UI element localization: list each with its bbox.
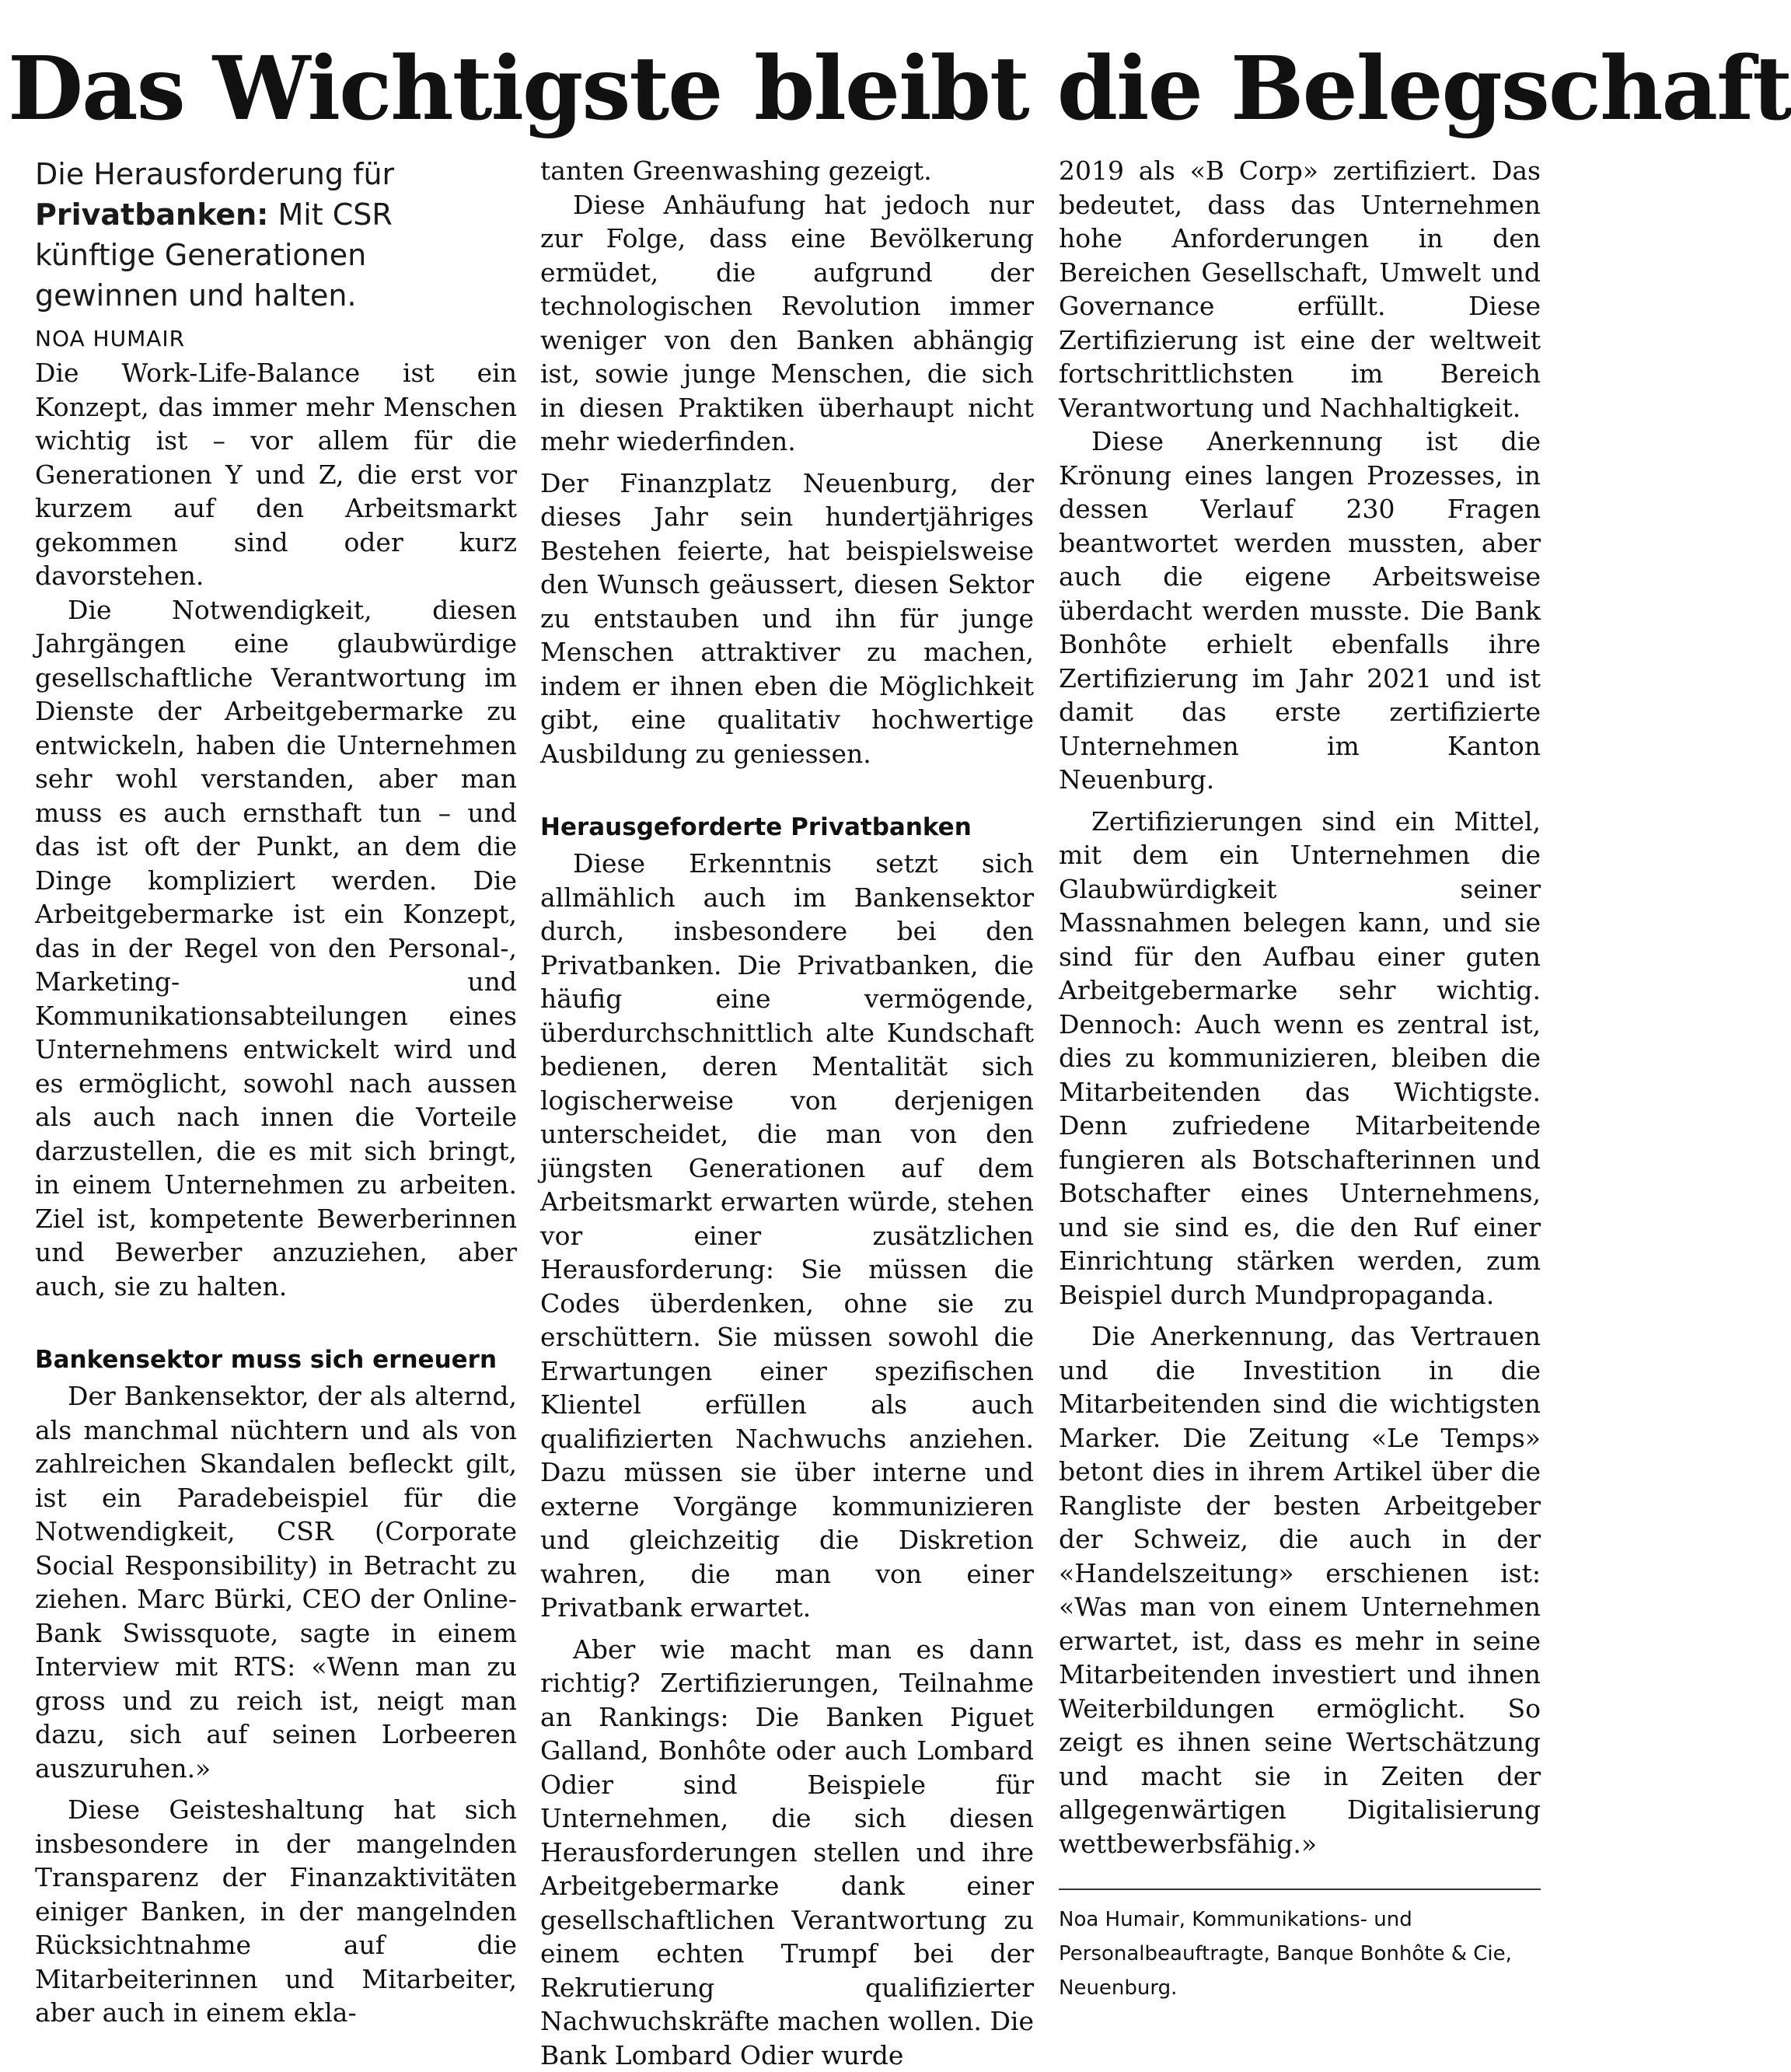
headline-part-1: Das Wichtigste: [8, 31, 721, 148]
paragraph: Zertifizierungen sind ein Mittel, mit dem ein Unternehmen die Glaubwürdigkeit seiner Massnahmen belegen kann, und sie sind für den Aufbau einer guten Arbeitgebermarke sehr wichtig. Dennoch: Auch wenn es zentral ist, dies zu kommunizieren, bleiben die Mitarbeitenden das Wichtigste. Denn zufriedene Mitarbeitende fungieren als Botschafterinnen und Botschafter eines Unternehmens, und sie sind es, die den Ruf einer Einrichtung stärken werden, zum Beispiel durch Mundpropaganda.: [1059, 805, 1541, 1312]
headline: [0, 31, 1597, 148]
lead-text: [35, 154, 517, 316]
subheading: Bankensektor muss sich erneuern: [35, 1343, 517, 1376]
paragraph: 2019 als «B Corp» zertifiziert. Das bedeutet, dass das Unternehmen hohe Anforderungen in den Bereichen Gesellschaft, Umwelt und Governance erfüllt. Diese Zertifizierung ist eine der weltweit fortschrittlichsten im Bereich Verantwortung und Nachhaltigkeit.: [1059, 154, 1541, 425]
subheading: Herausgeforderte Privatbanken: [540, 811, 1034, 844]
paragraph: Diese Erkenntnis setzt sich allmählich auch im Bankensektor durch, insbesondere bei den Privatbanken. Die Privatbanken, die häufig eine vermögende, überdurchschnittlich alte Kundschaft bedienen, deren Mentalität sich logischerweise von derjenigen unterscheidet, die man von den jüngsten Generationen auf dem Arbeitsmarkt erwarten würde, stehen vor einer zusätzlichen Herausforderung: Sie müssen die Codes überdenken, ohne sie zu erschüttern. Sie müssen sowohl die Erwartungen einer spezifischen Klientel erfüllen als auch qualifizierten Nachwuchs anziehen. Dazu müssen sie über interne und externe Vorgänge kommunizieren und gleichzeitig die Diskretion wahren, die man von einer Privatbank erwartet.: [540, 847, 1034, 1625]
paragraph: Aber wie macht man es dann richtig? Zertifizierungen, Teilnahme an Rankings: Die Banken Piguet Galland, Bonhôte oder auch Lombard Odier sind Beispiele für Unternehmen, die sich diesen Herausforderungen stellen und ihre Arbeitgebermarke dank einer gesellschaftlichen Verantwortung zu einem echten Trumpf bei der Rekrutierung qualifizierter Nachwuchskräfte machen wollen. Die Bank Lombard Odier wurde: [540, 1633, 1034, 2072]
paragraph: tanten Greenwashing gezeigt.: [540, 154, 1034, 188]
author-byline: NOA HUMAIR: [35, 323, 517, 355]
paragraph: Der Finanzplatz Neuenburg, der dieses Jahr sein hundertjähriges Bestehen feierte, hat beispielsweise den Wunsch geäussert, diesen Sektor zu entstauben und ihn für junge Menschen attraktiver zu machen, indem er ihnen eben die Möglichkeit gibt, eine qualitativ hochwertige Ausbildung zu geniessen.: [540, 466, 1034, 771]
paragraph: Diese Anerkennung ist die Krönung eines langen Prozesses, in dessen Verlauf 230 Fragen beantwortet werden mussten, aber auch die eigene Arbeitsweise überdacht werden musste. Die Bank Bonhôte erhielt ebenfalls ihre Zertifizierung im Jahr 2021 und ist damit das erste zertifizierte Unternehmen im Kanton Neuenburg.: [1059, 425, 1541, 797]
paragraph: Der Bankensektor, der als alternd, als manchmal nüchtern und als von zahlreichen Skandalen befleckt gilt, ist ein Paradebeispiel für die Notwendigkeit, CSR (Corporate Social Responsibility) in Betracht zu ziehen. Marc Bürki, CEO der Online-Bank Swissquote, sagte in einem Interview mit RTS: «Wenn man zu gross und zu reich ist, neigt man dazu, sich auf seinen Lorbeeren auszuruhen.»: [35, 1379, 517, 1785]
divider: [1059, 1889, 1541, 1890]
paragraph: Diese Anhäufung hat jedoch nur zur Folge, dass eine Bevölkerung ermüdet, die aufgrund der technologischen Revolution immer weniger von den Banken abhängig ist, sowie junge Menschen, die sich in diesen Praktiken überhaupt nicht mehr wiederfinden.: [540, 188, 1034, 459]
paragraph: Die Work-Life-Balance ist ein Konzept, das immer mehr Menschen wichtig ist – vor allem für die Generationen Y und Z, die erst vor kurzem auf den Arbeitsmarkt gekommen sind oder kurz davorstehen.: [35, 356, 517, 593]
author-bio: Noa Humair, Kommunikations- und Personalbeauftragte, Banque Bonhôte & Cie, Neuenburg.: [1059, 1903, 1541, 2005]
lead-rest: Mit CSR künftige Generationen gewinnen und halten.: [35, 197, 393, 313]
headline-part-2: bleibt die Belegschaft: [754, 31, 1791, 148]
paragraph: Die Anerkennung, das Vertrauen und die Investition in die Mitarbeitenden sind die wichtigsten Marker. Die Zeitung «Le Temps» betont dies in ihrem Artikel über die Rangliste der besten Arbeitgeber der Schweiz, die auch in der «Handelszeitung» erschienen ist: «Was man von einem Unternehmen erwartet, ist, dass es mehr in seine Mitarbeitenden investiert und ihnen Weiterbildungen ermöglicht. So zeigt es ihnen seine Wertschätzung und macht sie in Zeiten der allgegenwärtigen Digitalisierung wettbewerbsfähig.»: [1059, 1319, 1541, 1861]
column-1: [35, 154, 517, 2030]
lead-intro: Die Herausforderung für: [35, 157, 394, 191]
lead-bold: Privatbanken:: [35, 197, 268, 232]
column-2: [540, 154, 1034, 2072]
column-3: [1059, 154, 1541, 2005]
paragraph: Diese Geisteshaltung hat sich insbesondere in der mangelnden Transparenz der Finanzaktivitäten einiger Banken, in der mangelnden Rücksichtnahme auf die Mitarbeiterinnen und Mitarbeiter, aber auch in einem ekla-: [35, 1793, 517, 2030]
paragraph: Die Notwendigkeit, diesen Jahrgängen eine glaubwürdige gesellschaftliche Verantwortung im Dienste der Arbeitgebermarke zu entwickeln, haben die Unternehmen sehr wohl verstanden, aber man muss es auch ernsthaft tun – und das ist oft der Punkt, an dem die Dinge kompliziert werden. Die Arbeitgebermarke ist ein Konzept, das in der Regel von den Personal-, Marketing- und Kommunikationsabteilungen eines Unternehmens entwickelt wird und es ermöglicht, sowohl nach aussen als auch nach innen die Vorteile darzustellen, die es mit sich bringt, in einem Unternehmen zu arbeiten. Ziel ist, kompetente Bewerberinnen und Bewerber anzuziehen, aber auch, sie zu halten.: [35, 593, 517, 1304]
